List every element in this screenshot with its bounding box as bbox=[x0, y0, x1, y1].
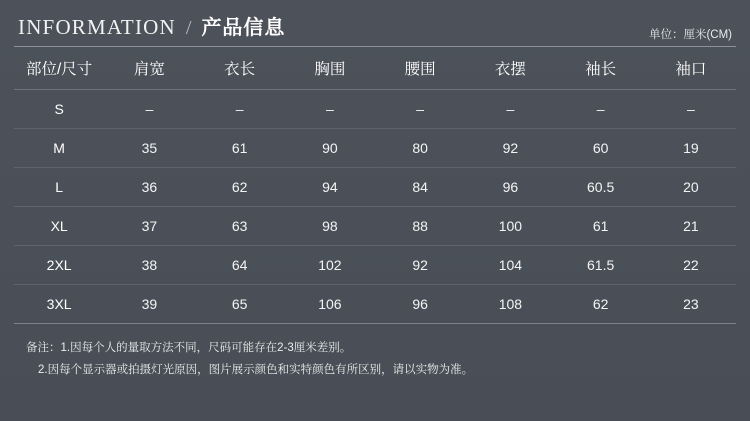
cell-value: 88 bbox=[375, 207, 465, 246]
table-head bbox=[14, 47, 736, 90]
table-row bbox=[14, 246, 736, 285]
cell-value: 62 bbox=[592, 296, 609, 312]
cell-value: – bbox=[104, 90, 194, 129]
title-chinese: 产品信息 bbox=[201, 17, 286, 39]
unit-label: 单位：厘米(CM) bbox=[648, 29, 732, 41]
notes-block bbox=[0, 338, 750, 382]
note-line-2: 2.因每个显示器或拍摄灯光原因，图片展示颜色和实特颜色有所区别，请以实物为准。 bbox=[38, 363, 474, 376]
cell-size: 2XL bbox=[14, 246, 104, 285]
cell-value: 60.5 bbox=[556, 168, 646, 207]
cell-value: 65 bbox=[231, 296, 248, 312]
panel-header bbox=[0, 0, 750, 46]
column-header-waist: 腰围 bbox=[375, 47, 465, 90]
cell-value: – bbox=[285, 90, 375, 129]
table-row bbox=[14, 129, 736, 168]
size-table bbox=[14, 47, 736, 323]
table-row bbox=[14, 207, 736, 246]
cell-value: – bbox=[556, 90, 646, 129]
cell-value: 80 bbox=[375, 129, 465, 168]
cell-value: 90 bbox=[285, 129, 375, 168]
cell-value: 98 bbox=[285, 207, 375, 246]
cell-value: 100 bbox=[465, 207, 555, 246]
column-header-shoulder: 肩宽 bbox=[104, 47, 194, 90]
cell-value: 96 bbox=[465, 168, 555, 207]
cell-value: 35 bbox=[104, 129, 194, 168]
cell-value: 20 bbox=[646, 168, 736, 207]
note-line-1: 备注：1.因每个人的量取方法不同，尺码可能存在2-3厘米差别。 bbox=[26, 342, 352, 354]
cell-value: 106 bbox=[318, 296, 342, 312]
cell-size: L bbox=[14, 168, 104, 207]
cell-value: 36 bbox=[104, 168, 194, 207]
cell-value: 22 bbox=[646, 246, 736, 285]
title-separator: / bbox=[185, 17, 192, 39]
column-header-sleeve: 袖长 bbox=[556, 47, 646, 90]
cell-value: 23 bbox=[683, 296, 699, 312]
cell-value: 61 bbox=[556, 207, 646, 246]
cell-value: – bbox=[375, 90, 465, 129]
cell-value: 94 bbox=[285, 168, 375, 207]
cell-value: 102 bbox=[285, 246, 375, 285]
column-header-cuff: 袖口 bbox=[646, 47, 736, 90]
cell-value: – bbox=[195, 90, 285, 129]
title-english: INFORMATION bbox=[18, 15, 176, 39]
cell-value: 60 bbox=[556, 129, 646, 168]
column-header-bust: 胸围 bbox=[285, 47, 375, 90]
table-header-row bbox=[14, 47, 736, 90]
cell-value: 92 bbox=[465, 129, 555, 168]
cell-value: 96 bbox=[412, 296, 428, 312]
cell-value: 19 bbox=[646, 129, 736, 168]
cell-value: 108 bbox=[498, 296, 523, 312]
cell-value: 39 bbox=[141, 296, 158, 312]
column-header-length: 衣长 bbox=[195, 47, 285, 90]
table-row bbox=[14, 285, 736, 324]
cell-value: – bbox=[465, 90, 555, 129]
cell-value: 104 bbox=[465, 246, 555, 285]
cell-value: 92 bbox=[375, 246, 465, 285]
table-row bbox=[14, 168, 736, 207]
column-header-part: 部位/尺寸 bbox=[14, 47, 104, 90]
cell-value: 61 bbox=[195, 129, 285, 168]
cell-value: 62 bbox=[195, 168, 285, 207]
cell-size: 3XL bbox=[46, 296, 72, 312]
cell-value: 64 bbox=[195, 246, 285, 285]
cell-size: XL bbox=[14, 207, 104, 246]
header-inner bbox=[18, 11, 732, 46]
table-body bbox=[14, 90, 736, 324]
column-header-hem: 衣摆 bbox=[465, 47, 555, 90]
cell-value: – bbox=[646, 90, 736, 129]
footer-divider bbox=[14, 323, 736, 324]
cell-value: 61.5 bbox=[556, 246, 646, 285]
cell-value: 63 bbox=[195, 207, 285, 246]
cell-value: 37 bbox=[104, 207, 194, 246]
cell-value: 38 bbox=[104, 246, 194, 285]
cell-size: S bbox=[14, 90, 104, 129]
cell-size: M bbox=[14, 129, 104, 168]
table-row bbox=[14, 90, 736, 129]
cell-value: 21 bbox=[646, 207, 736, 246]
cell-value: 84 bbox=[375, 168, 465, 207]
